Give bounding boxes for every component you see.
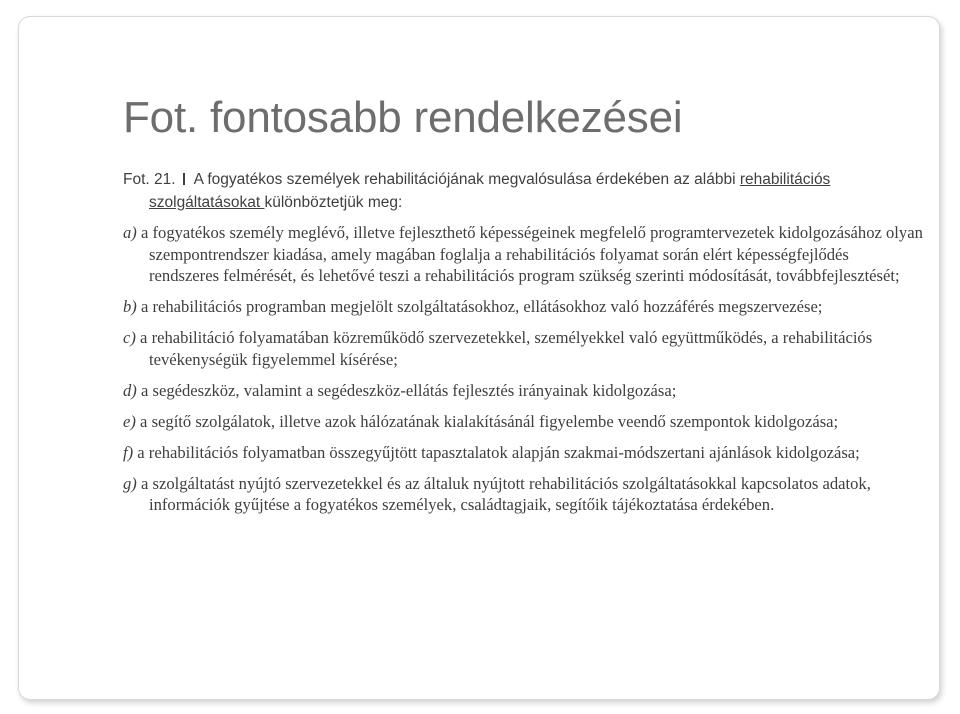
intro-paragraph — [123, 168, 923, 213]
list-item-a — [123, 222, 923, 287]
slide-title: Fot. fontosabb rendelkezései — [123, 93, 683, 142]
item-label: e) — [123, 411, 136, 431]
intro-text: A fogyatékos személyek rehabilitációjának megvalósulása érdekében az alábbi — [193, 171, 740, 188]
item-label: a) — [123, 223, 137, 242]
item-label: f) — [123, 442, 134, 462]
section-bullet-icon — [180, 172, 190, 186]
list-item-b — [123, 296, 923, 318]
intro-link[interactable]: rehabilitációs szolgáltatásokat — [149, 171, 831, 211]
item-label: c) — [123, 328, 136, 347]
slide-frame — [18, 16, 940, 700]
list-item-c — [123, 327, 923, 370]
list-item-d — [123, 380, 923, 402]
item-text: a rehabilitáció folyamatában közreműködő szervezetekkel, személyekkel való együttműködés, a rehabilitációs tevékenységük figyelemmel kísérése; — [135, 328, 873, 369]
item-text: a szolgáltatást nyújtó szervezetekkel és az általuk nyújtott rehabilitációs szolgáltatásokkal kapcsolatos adatok, információk gyűjtése a fogyatékos személyek, családtagjaik, segítőik tájékoztatása érdekében. — [136, 473, 871, 514]
item-text: a segédeszköz, valamint a segédeszköz-ellátás fejlesztés irányainak kidolgozása; — [136, 380, 677, 400]
item-text: a rehabilitációs programban megjelölt szolgáltatásokhoz, ellátásokhoz való hozzáférés megszervezése; — [136, 297, 823, 316]
intro-text-end: különböztetjük meg: — [264, 193, 403, 211]
intro-prefix: Fot. 21. — [123, 171, 176, 188]
item-label: b) — [123, 297, 137, 316]
item-label: g) — [123, 473, 137, 493]
item-text: a segítő szolgálatok, illetve azok hálózatának kialakításánál figyelembe veendő szempontok kidolgozása; — [135, 411, 839, 431]
list-item-e — [123, 411, 923, 433]
list-item-g — [123, 473, 923, 516]
slide-content — [123, 168, 923, 525]
list-item-f — [123, 442, 923, 464]
item-text: a rehabilitációs folyamatban összegyűjtött tapasztalatok alapján szakmai-módszertani ajánlások kidolgozása; — [133, 442, 860, 462]
item-label: d) — [123, 380, 137, 400]
item-text: a fogyatékos személy meglévő, illetve fejleszthető képességeinek megfelelő programtervezetek kidolgozásához olyan szempontrendszer kiadása, amely magában foglalja a rehabilitációs folyamat során elért képességfejlődés rendszeres felmérését, és lehetővé teszi a rehabilitációs program szükség szerinti módosítását, továbbfejlesztését; — [136, 223, 923, 285]
